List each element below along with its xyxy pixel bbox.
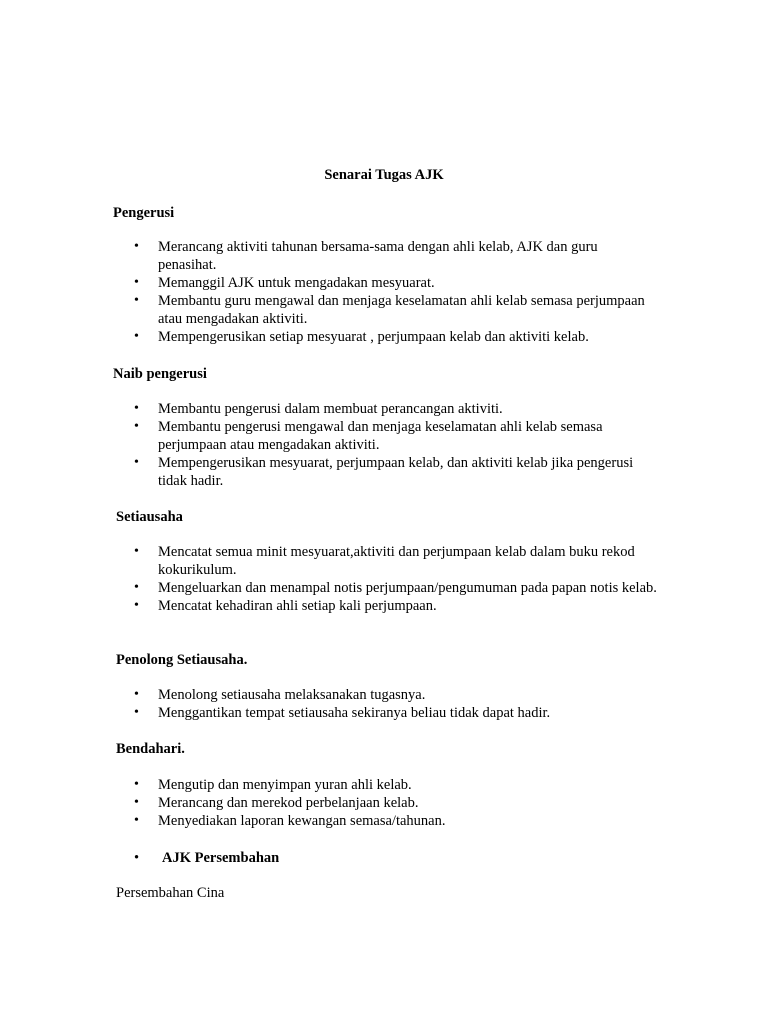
list-bendahari [0,776,768,830]
list-item: • Mempengerusikan setiap mesyuarat , perjumpaan kelab dan aktiviti kelab. [0,328,658,346]
list-item: • Mencatat kehadiran ahli setiap kali perjumpaan. [0,597,658,615]
document-title: Senarai Tugas AJK [324,167,444,183]
list-naib-pengerusi [0,400,768,490]
list-item: • Menyediakan laporan kewangan semasa/tahunan. [0,812,658,830]
list-item: • Membantu pengerusi dalam membuat perancangan aktiviti. [0,400,658,418]
list-item: • Merancang dan merekod perbelanjaan kelab. [0,794,658,812]
list-item: • Mempengerusikan mesyuarat, perjumpaan kelab, dan aktiviti kelab jika pengerusi tidak hadir. [0,454,658,490]
text-persembahan-cina: Persembahan Cina [116,885,225,901]
list-item: • Merancang aktiviti tahunan bersama-sama dengan ahli kelab, AJK dan guru penasihat. [0,238,658,274]
list-setiausaha [0,543,768,615]
heading-penolong-setiausaha: Penolong Setiausaha. [116,652,248,668]
list-item: • Memanggil AJK untuk mengadakan mesyuarat. [0,274,658,292]
list-item: • Mengeluarkan dan menampal notis perjumpaan/pengumuman pada papan notis kelab. [0,579,658,597]
list-item: • Mencatat semua minit mesyuarat,aktiviti dan perjumpaan kelab dalam buku rekod kokurikulum. [0,543,658,579]
list-item: • Menggantikan tempat setiausaha sekiranya beliau tidak dapat hadir. [0,704,658,722]
list-item: • Mengutip dan menyimpan yuran ahli kelab. [0,776,658,794]
bullet-dot: • [134,850,140,866]
list-penolong-setiausaha [0,686,768,722]
heading-naib-pengerusi: Naib pengerusi [113,366,207,382]
list-item: • Membantu guru mengawal dan menjaga keselamatan ahli kelab semasa perjumpaan atau mengadakan aktiviti. [0,292,658,328]
heading-pengerusi: Pengerusi [113,205,175,221]
heading-setiausaha: Setiausaha [116,509,183,525]
heading-bendahari: Bendahari. [116,741,185,757]
list-item: • Menolong setiausaha melaksanakan tugasnya. [0,686,658,704]
list-pengerusi [0,238,768,346]
heading-ajk-persembahan-label: AJK Persembahan [162,850,280,866]
list-item: • Membantu pengerusi mengawal dan menjaga keselamatan ahli kelab semasa perjumpaan atau mengadakan aktiviti. [0,418,658,454]
